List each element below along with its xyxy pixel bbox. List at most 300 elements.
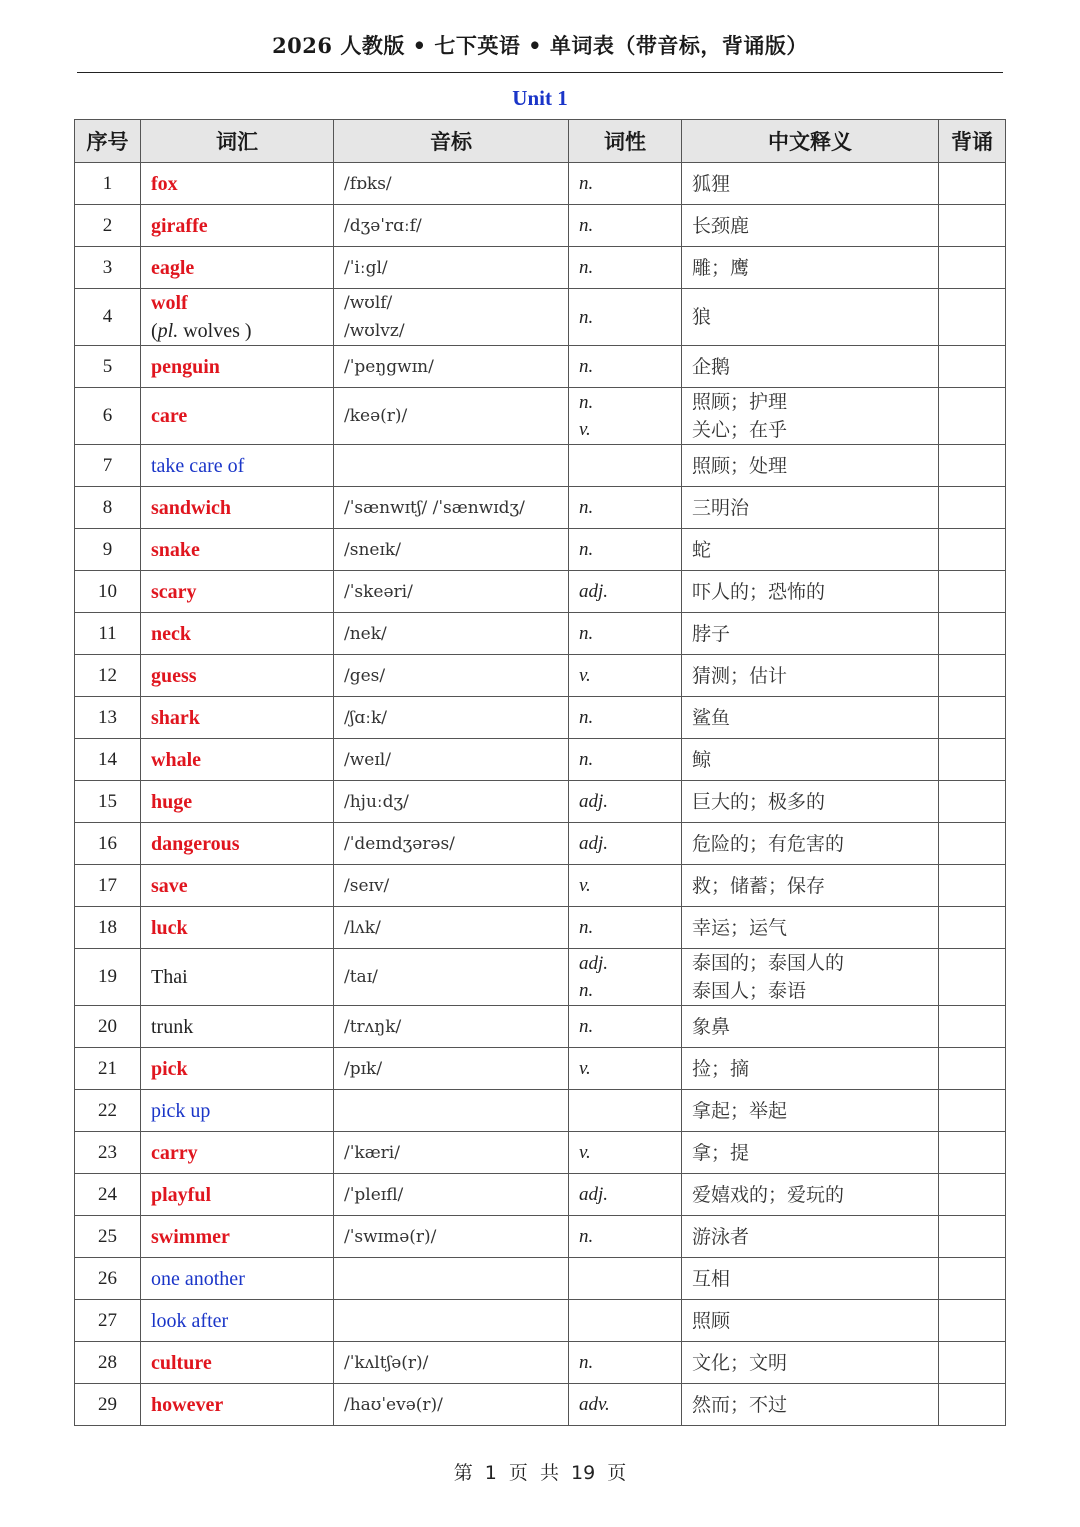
row-number: 29 <box>75 1384 141 1426</box>
table-header-row <box>75 120 1006 163</box>
phonetic-cell <box>334 1132 569 1174</box>
recite-cell <box>939 1342 1006 1384</box>
table-row <box>75 823 1006 865</box>
table-row <box>75 1216 1006 1258</box>
part-of-speech-cell <box>569 1048 682 1090</box>
meaning-cell <box>682 781 939 823</box>
table-row <box>75 613 1006 655</box>
table-row <box>75 247 1006 289</box>
chinese-meaning: 鲨鱼 <box>692 706 731 729</box>
meaning-cell <box>682 1006 939 1048</box>
word-cell <box>141 1048 334 1090</box>
meaning-cell <box>682 1300 939 1342</box>
vocab-word: Thai <box>151 966 188 988</box>
meaning-cell <box>682 697 939 739</box>
word-cell <box>141 1258 334 1300</box>
table-row <box>75 529 1006 571</box>
chinese-meaning: 鲸 <box>692 748 712 771</box>
word-cell <box>141 346 334 388</box>
word-cell <box>141 1300 334 1342</box>
phonetic: /seɪv/ <box>344 875 390 896</box>
word-cell <box>141 487 334 529</box>
row-number: 5 <box>75 346 141 388</box>
recite-cell <box>939 445 1006 487</box>
table-row <box>75 388 1006 445</box>
vocab-word: penguin <box>151 355 220 378</box>
chinese-meaning: 救；储蓄；保存 <box>692 874 826 897</box>
recite-cell <box>939 1090 1006 1132</box>
part-of-speech: n. <box>579 1016 594 1037</box>
table-row <box>75 697 1006 739</box>
vocab-word: trunk <box>151 1015 194 1038</box>
phonetic: /dʒəˈrɑːf/ <box>344 215 422 236</box>
chinese-meaning: 泰国人；泰语 <box>692 980 807 1002</box>
vocab-word: huge <box>151 790 193 813</box>
phonetic-cell <box>334 697 569 739</box>
part-of-speech-cell <box>569 655 682 697</box>
part-of-speech-cell <box>569 529 682 571</box>
phonetic: /ˈpeŋgwɪn/ <box>344 356 434 377</box>
chinese-meaning: 文化；文明 <box>692 1351 788 1374</box>
phonetic-cell <box>334 1384 569 1426</box>
row-number: 28 <box>75 1342 141 1384</box>
chinese-meaning: 捡；摘 <box>692 1057 750 1080</box>
meaning-cell <box>682 1384 939 1426</box>
recite-cell <box>939 655 1006 697</box>
part-of-speech: n. <box>579 392 594 413</box>
phonetic: /fɒks/ <box>344 173 392 194</box>
phonetic: /ˈskeəri/ <box>344 581 413 602</box>
part-of-speech-cell <box>569 289 682 346</box>
chinese-meaning: 照顾；处理 <box>692 454 788 477</box>
chinese-meaning: 拿起；举起 <box>692 1099 788 1122</box>
meaning-cell <box>682 739 939 781</box>
phonetic: /sneɪk/ <box>344 539 401 560</box>
part-of-speech-cell <box>569 1132 682 1174</box>
phonetic: /ʃɑːk/ <box>344 707 387 728</box>
row-number: 10 <box>75 571 141 613</box>
recite-cell <box>939 205 1006 247</box>
part-of-speech-cell <box>569 613 682 655</box>
table-body <box>75 163 1006 1426</box>
vocab-word: eagle <box>151 256 195 279</box>
header-number: 序号 <box>75 120 141 163</box>
row-number: 13 <box>75 697 141 739</box>
word-cell <box>141 247 334 289</box>
part-of-speech: adj. <box>579 833 609 854</box>
recite-cell <box>939 487 1006 529</box>
table-row <box>75 865 1006 907</box>
vocab-word: save <box>151 874 188 897</box>
word-cell <box>141 529 334 571</box>
phonetic-cell <box>334 907 569 949</box>
chinese-meaning: 吓人的；恐怖的 <box>692 580 826 603</box>
phonetic-cell <box>334 571 569 613</box>
table-row <box>75 445 1006 487</box>
recite-cell <box>939 1006 1006 1048</box>
meaning-cell <box>682 907 939 949</box>
table-row <box>75 1006 1006 1048</box>
table-row <box>75 907 1006 949</box>
plural-form <box>151 317 323 345</box>
part-of-speech-cell <box>569 823 682 865</box>
recite-cell <box>939 346 1006 388</box>
phonetic-cell <box>334 1048 569 1090</box>
word-cell <box>141 949 334 1006</box>
vocab-word: pick up <box>151 1099 211 1122</box>
phonetic: /ˈkæri/ <box>344 1142 400 1163</box>
part-of-speech: adj. <box>579 1184 609 1205</box>
part-of-speech: v. <box>579 665 591 686</box>
recite-cell <box>939 613 1006 655</box>
table-row <box>75 655 1006 697</box>
recite-cell <box>939 949 1006 1006</box>
part-of-speech: n. <box>579 623 594 644</box>
word-cell <box>141 739 334 781</box>
table-row <box>75 205 1006 247</box>
row-number: 19 <box>75 949 141 1006</box>
part-of-speech-cell <box>569 1090 682 1132</box>
phonetic-cell <box>334 247 569 289</box>
chinese-meaning: 然而；不过 <box>692 1393 788 1416</box>
phonetic-cell <box>334 388 569 445</box>
chinese-meaning: 危险的；有危害的 <box>692 832 845 855</box>
recite-cell <box>939 739 1006 781</box>
word-cell <box>141 613 334 655</box>
chinese-meaning: 蛇 <box>692 538 712 561</box>
table-row <box>75 571 1006 613</box>
chinese-meaning: 幸运；运气 <box>692 916 788 939</box>
row-number: 25 <box>75 1216 141 1258</box>
phonetic: /pɪk/ <box>344 1058 383 1079</box>
vocab-word: neck <box>151 622 191 645</box>
part-of-speech-cell <box>569 781 682 823</box>
phonetic-cell <box>334 1300 569 1342</box>
part-of-speech-cell <box>569 1216 682 1258</box>
phonetic: /ges/ <box>344 665 386 686</box>
meaning-cell <box>682 613 939 655</box>
recite-cell <box>939 388 1006 445</box>
table-row <box>75 1384 1006 1426</box>
row-number: 22 <box>75 1090 141 1132</box>
part-of-speech-cell <box>569 163 682 205</box>
part-of-speech: n. <box>579 980 594 1001</box>
table-row <box>75 949 1006 1006</box>
table-row <box>75 163 1006 205</box>
meaning-cell <box>682 205 939 247</box>
phonetic: /weɪl/ <box>344 749 391 770</box>
phonetic-cell <box>334 613 569 655</box>
recite-cell <box>939 1258 1006 1300</box>
chinese-meaning: 长颈鹿 <box>692 214 750 237</box>
part-of-speech: n. <box>579 257 594 278</box>
header-part-of-speech: 词性 <box>569 120 682 163</box>
meaning-cell <box>682 388 939 445</box>
meaning-cell <box>682 529 939 571</box>
meaning-cell <box>682 487 939 529</box>
word-cell <box>141 571 334 613</box>
recite-cell <box>939 1216 1006 1258</box>
part-of-speech: n. <box>579 356 594 377</box>
phonetic-cell <box>334 1258 569 1300</box>
table-row <box>75 1300 1006 1342</box>
meaning-cell <box>682 163 939 205</box>
part-of-speech-cell <box>569 1342 682 1384</box>
meaning-cell <box>682 823 939 865</box>
table-row <box>75 1342 1006 1384</box>
part-of-speech: v. <box>579 875 591 896</box>
vocab-word: wolf <box>151 292 188 314</box>
part-of-speech: adv. <box>579 1394 610 1415</box>
meaning-cell <box>682 1258 939 1300</box>
row-number: 17 <box>75 865 141 907</box>
meaning-cell <box>682 1090 939 1132</box>
chinese-meaning: 脖子 <box>692 622 731 645</box>
recite-cell <box>939 247 1006 289</box>
row-number: 9 <box>75 529 141 571</box>
phonetic-cell <box>334 739 569 781</box>
row-number: 11 <box>75 613 141 655</box>
word-cell <box>141 163 334 205</box>
word-cell <box>141 865 334 907</box>
header-rule <box>77 72 1003 73</box>
word-cell <box>141 697 334 739</box>
meaning-cell <box>682 1174 939 1216</box>
recite-cell <box>939 571 1006 613</box>
meaning-cell <box>682 1216 939 1258</box>
recite-cell <box>939 697 1006 739</box>
part-of-speech-cell <box>569 865 682 907</box>
phonetic: /ˈsænwɪtʃ/ /ˈsænwɪdʒ/ <box>344 497 525 518</box>
recite-cell <box>939 865 1006 907</box>
vocab-word: sandwich <box>151 496 232 519</box>
part-of-speech-cell <box>569 346 682 388</box>
phonetic-cell <box>334 1174 569 1216</box>
phonetic: /ˈkʌltʃə(r)/ <box>344 1352 429 1373</box>
row-number: 3 <box>75 247 141 289</box>
part-of-speech: n. <box>579 1226 594 1247</box>
vocab-word: fox <box>151 172 178 195</box>
part-of-speech: n. <box>579 1352 594 1373</box>
header-word: 词汇 <box>141 120 334 163</box>
meaning-cell <box>682 865 939 907</box>
table-row <box>75 781 1006 823</box>
row-number: 8 <box>75 487 141 529</box>
vocab-word: luck <box>151 916 188 939</box>
meaning-cell <box>682 445 939 487</box>
plural-word: wolves ) <box>178 320 252 342</box>
part-of-speech: adj. <box>579 791 609 812</box>
phonetic: /wʊlvz/ <box>344 321 405 341</box>
part-of-speech: n. <box>579 749 594 770</box>
part-of-speech: v. <box>579 1058 591 1079</box>
chinese-meaning: 游泳者 <box>692 1225 750 1248</box>
phonetic-cell <box>334 823 569 865</box>
phonetic: /trʌŋk/ <box>344 1016 402 1037</box>
chinese-meaning: 互相 <box>692 1267 731 1290</box>
recite-cell <box>939 1300 1006 1342</box>
vocab-word: culture <box>151 1351 212 1374</box>
recite-cell <box>939 1384 1006 1426</box>
vocab-word: however <box>151 1393 224 1416</box>
part-of-speech-cell <box>569 1300 682 1342</box>
part-of-speech: v. <box>579 419 591 440</box>
part-of-speech: n. <box>579 497 594 518</box>
vocab-word: snake <box>151 538 200 561</box>
phonetic: /nek/ <box>344 623 387 644</box>
phonetic-cell <box>334 1006 569 1048</box>
phonetic-cell <box>334 1216 569 1258</box>
word-cell <box>141 205 334 247</box>
row-number: 2 <box>75 205 141 247</box>
vocab-word: swimmer <box>151 1225 230 1248</box>
recite-cell <box>939 529 1006 571</box>
row-number: 21 <box>75 1048 141 1090</box>
part-of-speech-cell <box>569 907 682 949</box>
row-number: 27 <box>75 1300 141 1342</box>
chinese-meaning: 企鹅 <box>692 355 731 378</box>
phonetic-cell <box>334 289 569 346</box>
row-number: 1 <box>75 163 141 205</box>
phonetic-cell <box>334 163 569 205</box>
meaning-cell <box>682 1048 939 1090</box>
part-of-speech-cell <box>569 205 682 247</box>
chinese-meaning: 狼 <box>692 306 712 328</box>
plural-open: ( <box>151 320 158 342</box>
vocab-word: dangerous <box>151 832 240 855</box>
phonetic-cell <box>334 1090 569 1132</box>
recite-cell <box>939 781 1006 823</box>
part-of-speech: n. <box>579 707 594 728</box>
phonetic-cell <box>334 865 569 907</box>
part-of-speech-cell <box>569 949 682 1006</box>
vocab-word: carry <box>151 1141 198 1164</box>
part-of-speech-cell <box>569 1174 682 1216</box>
meaning-cell <box>682 289 939 346</box>
meaning-cell <box>682 346 939 388</box>
part-of-speech: n. <box>579 173 594 194</box>
row-number: 15 <box>75 781 141 823</box>
phonetic: /taɪ/ <box>344 967 378 987</box>
row-number: 26 <box>75 1258 141 1300</box>
table-row <box>75 289 1006 346</box>
phonetic: /wʊlf/ <box>344 293 393 313</box>
vocab-word: shark <box>151 706 200 729</box>
vocab-word: scary <box>151 580 197 603</box>
chinese-meaning: 猜测；估计 <box>692 664 788 687</box>
header-chinese-meaning: 中文释义 <box>682 120 939 163</box>
table-row <box>75 739 1006 781</box>
part-of-speech-cell <box>569 1258 682 1300</box>
chinese-meaning: 爱嬉戏的；爱玩的 <box>692 1183 845 1206</box>
vocab-word: playful <box>151 1183 212 1206</box>
recite-cell <box>939 1048 1006 1090</box>
word-cell <box>141 1342 334 1384</box>
plural-abbr: pl. <box>157 320 179 342</box>
phonetic-cell <box>334 529 569 571</box>
vocab-word: care <box>151 405 188 427</box>
meaning-cell <box>682 247 939 289</box>
phonetic: /lʌk/ <box>344 917 381 938</box>
table-row <box>75 1132 1006 1174</box>
unit-title: Unit 1 <box>512 86 568 110</box>
part-of-speech-cell <box>569 487 682 529</box>
chinese-meaning: 泰国的；泰国人的 <box>692 952 845 974</box>
vocab-word: look after <box>151 1309 229 1332</box>
chinese-meaning: 三明治 <box>692 496 750 519</box>
phonetic-cell <box>334 487 569 529</box>
phonetic-cell <box>334 205 569 247</box>
word-cell <box>141 1174 334 1216</box>
part-of-speech-cell <box>569 247 682 289</box>
phonetic-cell <box>334 781 569 823</box>
phonetic-cell <box>334 445 569 487</box>
row-number: 20 <box>75 1006 141 1048</box>
phonetic: /ˈpleɪfl/ <box>344 1184 404 1205</box>
part-of-speech-cell <box>569 1384 682 1426</box>
part-of-speech: n. <box>579 539 594 560</box>
phonetic: /hjuːdʒ/ <box>344 791 409 812</box>
part-of-speech-cell <box>569 739 682 781</box>
table-row <box>75 1048 1006 1090</box>
vocab-word: giraffe <box>151 214 208 237</box>
chinese-meaning: 巨大的；极多的 <box>692 790 826 813</box>
word-cell <box>141 823 334 865</box>
row-number: 4 <box>75 289 141 346</box>
chinese-meaning: 狐狸 <box>692 172 731 195</box>
phonetic: /ˈiːgl/ <box>344 257 388 278</box>
part-of-speech: adj. <box>579 581 609 602</box>
chinese-meaning: 象鼻 <box>692 1015 731 1038</box>
part-of-speech-cell <box>569 697 682 739</box>
row-number: 23 <box>75 1132 141 1174</box>
word-cell <box>141 1006 334 1048</box>
word-cell <box>141 781 334 823</box>
row-number: 18 <box>75 907 141 949</box>
phonetic-cell <box>334 655 569 697</box>
vocab-word: guess <box>151 664 197 687</box>
recite-cell <box>939 163 1006 205</box>
row-number: 7 <box>75 445 141 487</box>
row-number: 14 <box>75 739 141 781</box>
phonetic: /ˈdeɪndʒərəs/ <box>344 833 455 854</box>
meaning-cell <box>682 571 939 613</box>
vocab-word: one another <box>151 1267 245 1290</box>
word-cell <box>141 388 334 445</box>
header-recite: 背诵 <box>939 120 1006 163</box>
chinese-meaning: 照顾；护理 <box>692 391 788 413</box>
phonetic: /keə(r)/ <box>344 406 408 426</box>
page-footer: 第 1 页 共 19 页 <box>453 1462 627 1484</box>
chinese-meaning: 照顾 <box>692 1309 731 1332</box>
recite-cell <box>939 823 1006 865</box>
chinese-meaning: 关心；在乎 <box>692 419 788 441</box>
part-of-speech: v. <box>579 1142 591 1163</box>
row-number: 24 <box>75 1174 141 1216</box>
part-of-speech-cell <box>569 445 682 487</box>
phonetic: /haʊˈevə(r)/ <box>344 1394 443 1415</box>
row-number: 16 <box>75 823 141 865</box>
phonetic-cell <box>334 949 569 1006</box>
recite-cell <box>939 1174 1006 1216</box>
header-phonetic: 音标 <box>334 120 569 163</box>
word-cell <box>141 1132 334 1174</box>
table-row <box>75 1174 1006 1216</box>
meaning-cell <box>682 1132 939 1174</box>
document-title: 2026 人教版 • 七下英语 • 单词表（带音标，背诵版） <box>272 33 808 58</box>
table-row <box>75 487 1006 529</box>
recite-cell <box>939 289 1006 346</box>
